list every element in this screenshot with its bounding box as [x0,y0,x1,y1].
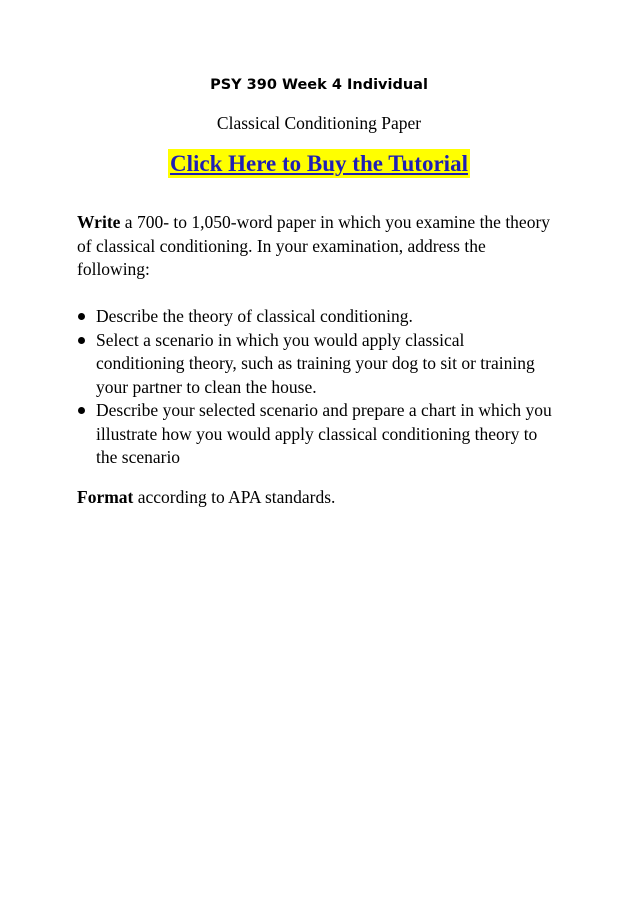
list-item [77,305,557,329]
format-paragraph [77,486,557,510]
format-text: according to APA standards. [133,487,336,507]
requirements-list [77,305,557,470]
list-item [77,329,557,400]
bullet-icon [78,337,85,344]
document-subtitle: Classical Conditioning Paper [216,113,422,133]
list-item-text: Select a scenario in which you would apply classical conditioning theory, such as training your dog to sit or training your partner to clean the house. [96,329,535,397]
document-title: PSY 390 Week 4 Individual [210,77,428,93]
buy-tutorial-link[interactable]: Click Here to Buy the Tutorial [170,151,468,176]
intro-lead-word: Write [77,212,121,232]
format-lead-word: Format [77,487,134,507]
buy-link-container [0,149,638,178]
list-item [77,399,557,470]
list-item-text: Describe the theory of classical conditioning. [96,306,413,326]
intro-paragraph [77,211,557,282]
bullet-icon [78,407,85,414]
list-item-text: Describe your selected scenario and prepare a chart in which you illustrate how you would apply classical conditioning theory to the scenario [96,400,552,467]
bullet-icon [78,313,85,320]
intro-text: a 700- to 1,050-word paper in which you examine the theory of classical conditioning. In your examination, address the following: [77,212,551,279]
